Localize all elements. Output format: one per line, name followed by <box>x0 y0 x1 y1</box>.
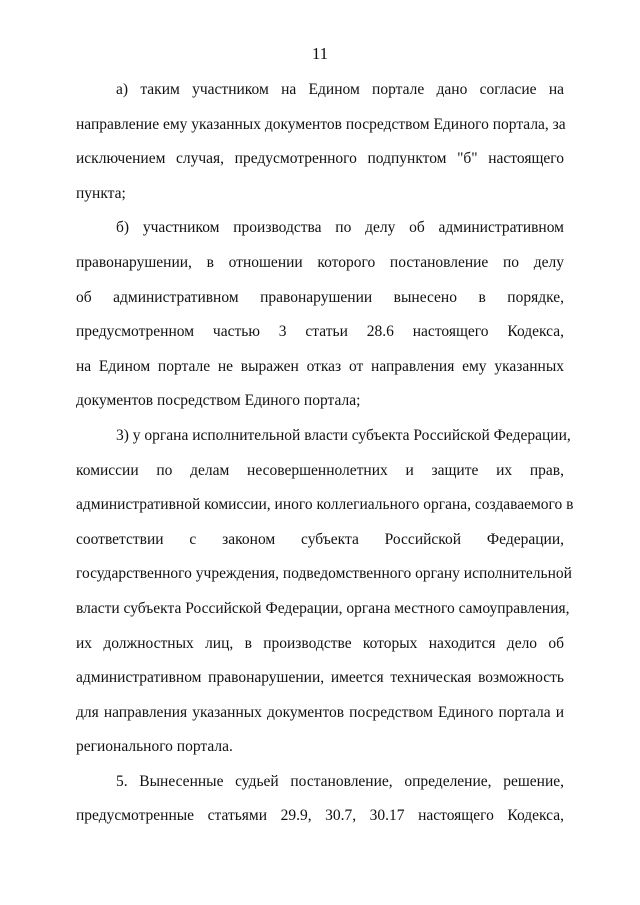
paragraph-a <box>76 73 564 211</box>
text-line: административной комиссии, иного коллегиального органа, создаваемого в <box>76 496 574 514</box>
text-line: 5. Вынесенные судьей постановление, определение, решение, <box>116 772 564 790</box>
text-line: исключением случая, предусмотренного подпунктом "б" настоящего <box>76 150 564 168</box>
text-line: для направления указанных документов посредством Единого портала и <box>76 703 564 721</box>
paragraph-3 <box>76 419 574 765</box>
page-number: 11 <box>311 44 329 63</box>
text-line: предусмотренном частью 3 статьи 28.6 настоящего Кодекса, <box>76 323 564 341</box>
text-line: государственного учреждения, подведомственного органу исполнительной <box>76 565 572 583</box>
text-line: на Едином портале не выражен отказ от направления ему указанных <box>76 357 564 375</box>
text-line: 3) у органа исполнительной власти субъекта Российской Федерации, <box>116 426 571 444</box>
text-line: документов посредством Единого портала; <box>76 392 361 410</box>
text-line: соответствии с законом субъекта Российской Федерации, <box>76 530 564 548</box>
text-line: об административном правонарушении вынесено в порядке, <box>76 288 564 306</box>
text-line: предусмотренные статьями 29.9, 30.7, 30.17 настоящего Кодекса, <box>76 807 564 825</box>
text-line: власти субъекта Российской Федерации, органа местного самоуправления, <box>76 599 570 617</box>
text-line: правонарушении, в отношении которого постановление по делу <box>76 253 564 271</box>
text-line: пункта; <box>76 184 126 202</box>
text-line: комиссии по делам несовершеннолетних и защите их прав, <box>76 461 564 479</box>
text-line: административном правонарушении, имеется техническая возможность <box>76 669 564 687</box>
text-line: регионального портала. <box>76 738 233 756</box>
paragraph-5 <box>76 765 564 834</box>
text-line: направление ему указанных документов посредством Единого портала, за <box>76 115 566 133</box>
text-line: б) участником производства по делу об административном <box>116 219 564 237</box>
text-line: а) таким участником на Едином портале дано согласие на <box>116 81 564 98</box>
text-line: их должностных лиц, в производстве которых находится дело об <box>76 634 564 652</box>
paragraph-b <box>76 211 564 419</box>
document-body <box>76 73 574 834</box>
